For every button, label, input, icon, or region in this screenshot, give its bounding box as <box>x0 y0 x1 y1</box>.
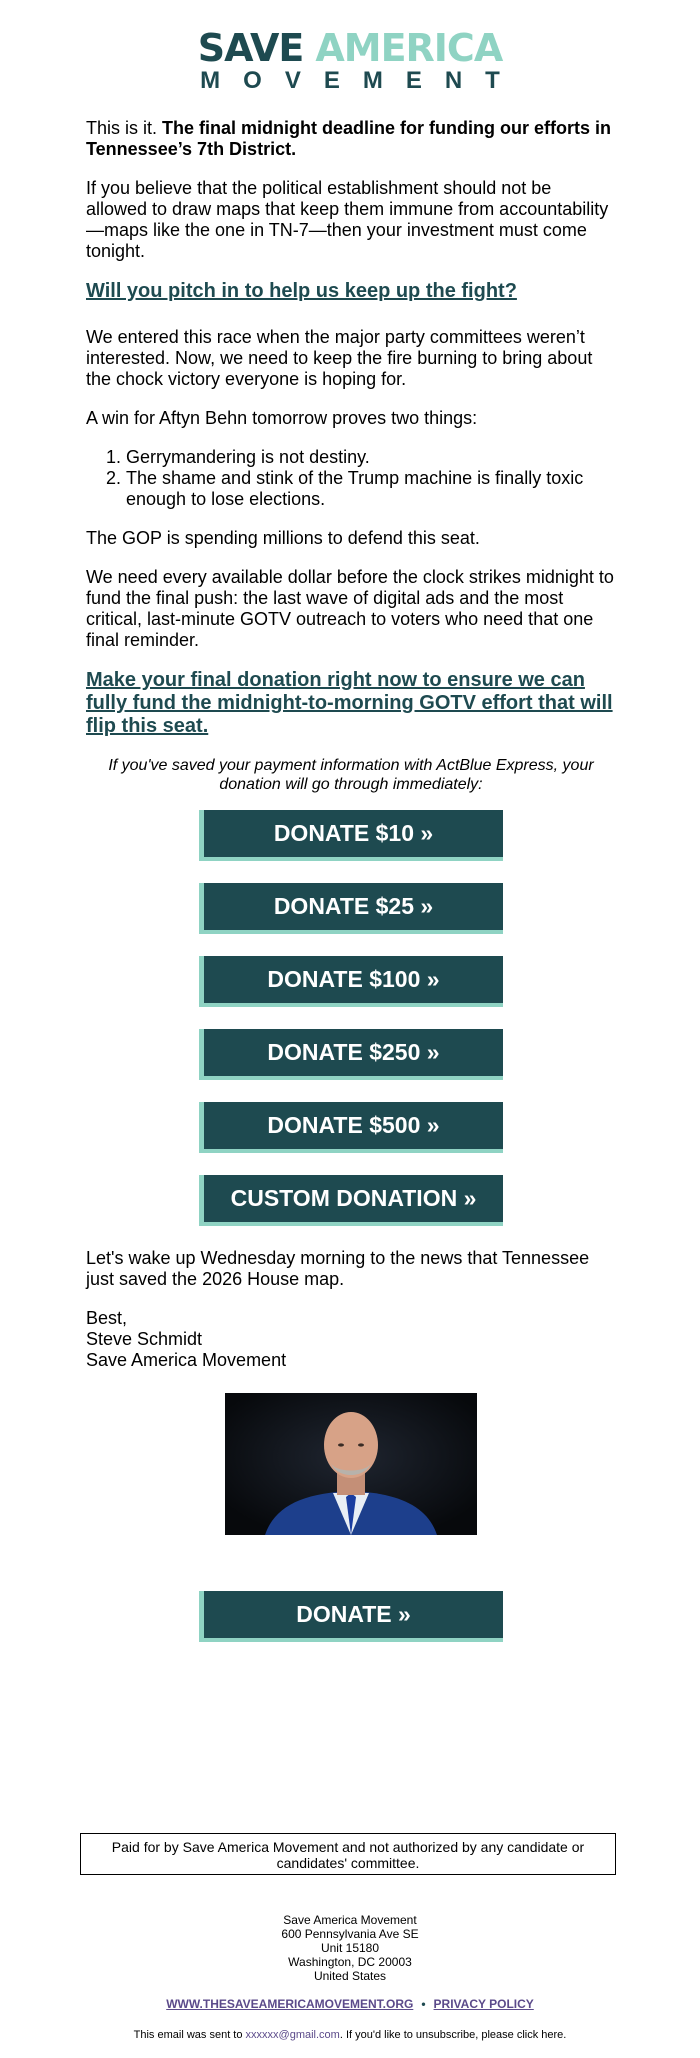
paid-for-disclaimer: Paid for by Save America Movement and not authorized by any candidate or candidates' committee. <box>80 1833 616 1875</box>
recipient-email: xxxxxx@gmail.com <box>245 2029 340 2041</box>
paragraph-3: A win for Aftyn Behn tomorrow proves two things: <box>86 408 478 428</box>
final-donate-button[interactable]: DONATE » <box>204 1591 503 1638</box>
donate-25-button[interactable]: DONATE $25 » <box>204 883 503 930</box>
steve-schmidt-portrait <box>225 1393 477 1535</box>
donate-500-wrap <box>199 1102 503 1153</box>
donate-100-wrap <box>199 956 503 1007</box>
final-donate-wrap <box>199 1591 503 1642</box>
paragraph-2: We entered this race when the major party committees weren’t interested. Now, we need to keep the fire burning to bring about the chock victory everyone is hoping for. <box>86 327 593 389</box>
donate-25-wrap <box>199 883 503 934</box>
two-things-list <box>86 447 616 510</box>
intro-lead-bold: The final midnight deadline for funding our efforts in Tennessee’s 7th District. <box>86 118 612 159</box>
paragraph-4: The GOP is spending millions to defend this seat. <box>86 528 480 548</box>
donate-500-button[interactable]: DONATE $500 » <box>204 1102 503 1149</box>
signer-name: Steve Schmidt <box>86 1329 203 1349</box>
donate-10-wrap <box>199 810 503 861</box>
signer-org: Save America Movement <box>86 1350 287 1370</box>
website-link[interactable]: WWW.THESAVEAMERICAMOVEMENT.ORG <box>166 1997 414 2011</box>
mailing-address <box>0 1913 700 1983</box>
actblue-note: If you've saved your payment information with ActBlue Express, your donation will go through immediately: <box>108 757 594 793</box>
address-line: Save America Movement <box>283 1913 417 1927</box>
footer-links <box>0 1997 700 2011</box>
intro-paragraph <box>86 118 616 160</box>
privacy-policy-link[interactable]: PRIVACY POLICY <box>433 1997 534 2011</box>
donate-250-wrap <box>199 1029 503 1080</box>
sent-prefix: This email was sent to <box>133 2029 243 2041</box>
unsubscribe-text[interactable]: . If you'd like to unsubscribe, please click here. <box>339 2029 567 2041</box>
email-body <box>86 118 616 1664</box>
intro-lead: This is it. <box>86 118 158 138</box>
donate-10-button[interactable]: DONATE $10 » <box>204 810 503 857</box>
list-item: 1. Gerrymandering is not destiny. <box>126 447 616 468</box>
final-donation-link[interactable]: Make your final donation right now to ensure we can fully fund the midnight-to-morning GOTV effort that will flip this seat. <box>86 669 613 737</box>
address-line: 600 Pennsylvania Ave SE <box>281 1927 419 1941</box>
address-line: United States <box>313 1969 387 1983</box>
closing-paragraph: Let's wake up Wednesday morning to the news that Tennessee just saved the 2026 House map. <box>86 1248 590 1289</box>
signoff: Best, <box>86 1308 128 1328</box>
logo-word-movement: MOVEMENT <box>200 67 523 94</box>
custom-donation-button[interactable]: CUSTOM DONATION » <box>204 1175 503 1222</box>
paragraph-1: If you believe that the political establishment should not be allowed to draw maps that keep them immune from accountability—maps like the one in TN-7—then your investment must come tonight. <box>86 178 609 261</box>
separator-dot: • <box>421 1997 426 2011</box>
logo-word-america: AMERICA <box>315 26 503 70</box>
address-line: Unit 15180 <box>320 1941 380 1955</box>
address-line: Washington, DC 20003 <box>288 1955 412 1969</box>
donate-250-button[interactable]: DONATE $250 » <box>204 1029 503 1076</box>
logo-word-save: SAVE <box>197 26 304 70</box>
list-item: 2. The shame and stink of the Trump machine is finally toxic enough to lose elections. <box>126 468 616 510</box>
custom-donation-wrap <box>199 1175 503 1226</box>
pitch-in-link[interactable]: Will you pitch in to help us keep up the fight? <box>86 280 517 302</box>
portrait-illustration <box>225 1393 477 1535</box>
unsubscribe-notice <box>0 2029 700 2041</box>
logo <box>0 28 700 94</box>
paragraph-5: We need every available dollar before the clock strikes midnight to fund the final push: the last wave of digital ads and the most critical, last-minute GOTV outreach to voters who need that one final reminder. <box>86 567 614 650</box>
donate-100-button[interactable]: DONATE $100 » <box>204 956 503 1003</box>
